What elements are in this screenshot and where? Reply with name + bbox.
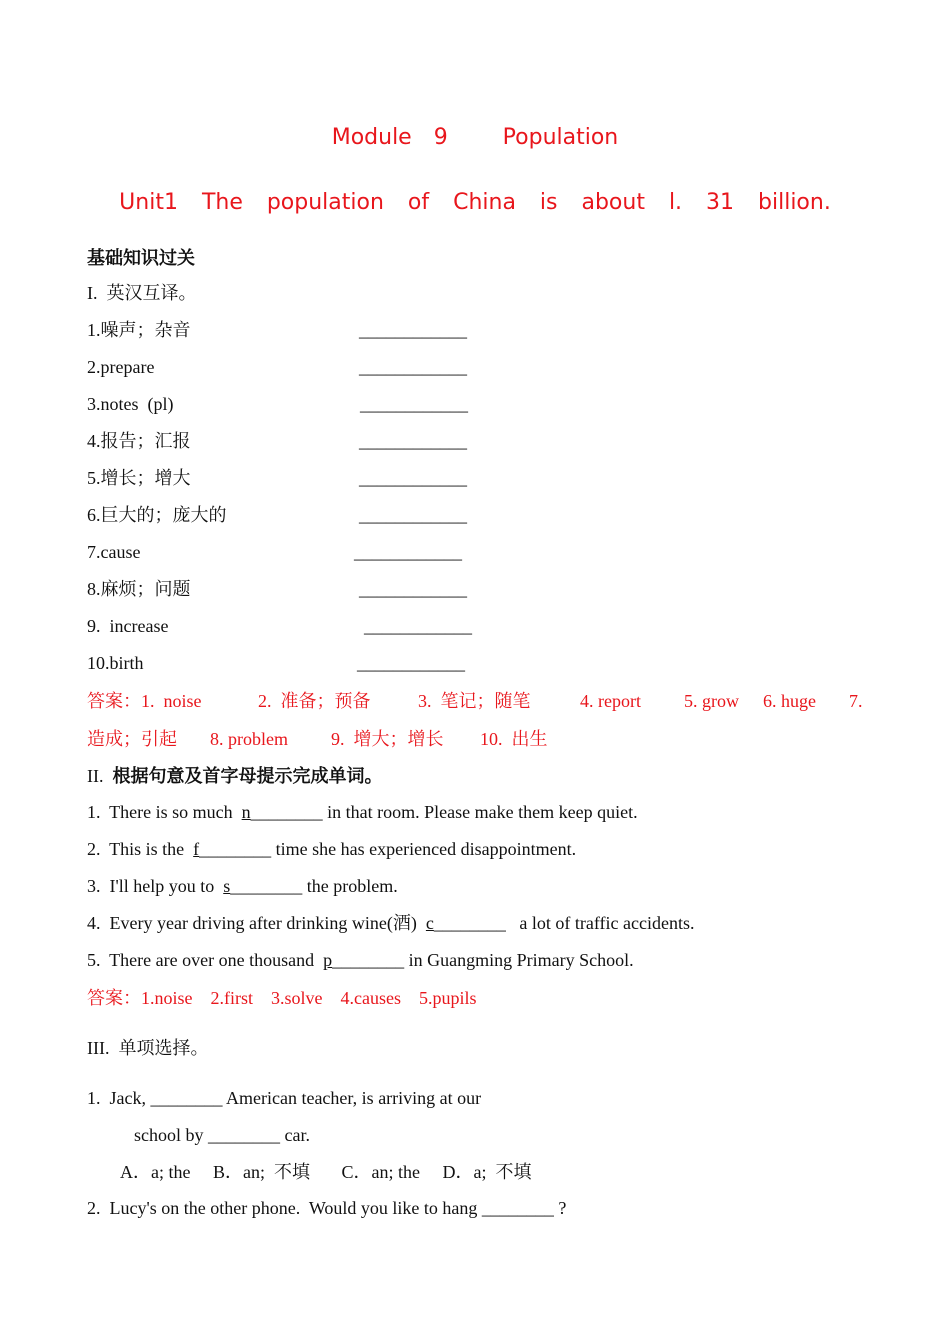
module-title: Module 9 Population	[331, 125, 619, 150]
part1-item-2: 2.prepare	[87, 357, 155, 377]
answer-blank-4: ____________	[359, 431, 467, 451]
answer-blank-7: ____________	[354, 542, 462, 562]
part2-item-4: 4. Every year driving after drinking wine(酒) c________ a lot of traffic accidents.	[87, 913, 695, 933]
part3-heading: III. 单项选择。	[87, 1038, 209, 1058]
part1-answer-f: 6. huge	[763, 691, 816, 711]
part1-answer-h: 造成；引起	[87, 729, 177, 749]
part1-answer-e: 5. grow	[684, 691, 739, 711]
part2-item-5: 5. There are over one thousand p________ in Guangming Primary School.	[87, 950, 634, 970]
part3-q1-line1: 1. Jack, ________ American teacher, is arriving at our	[87, 1088, 482, 1108]
part3-q1-options: A．a; the B．an; 不填 C．an; the D．a; 不填	[120, 1162, 532, 1182]
hint-letter: f	[193, 839, 200, 859]
part2-answer: 答案：1.noise 2.first 3.solve 4.causes 5.pupils	[87, 988, 477, 1008]
part1-heading: I. 英汉互译。	[87, 283, 197, 303]
part1-answer-i: 8. problem	[210, 729, 288, 749]
answer-blank-1: ____________	[359, 320, 467, 340]
hint-letter: p	[323, 950, 333, 970]
part2-item-1: 1. There is so much n________ in that room. Please make them keep quiet.	[87, 802, 638, 822]
part1-answer-d: 4. report	[580, 691, 641, 711]
part1-answer-a: 答案：1. noise	[87, 691, 202, 711]
part3-q2: 2. Lucy's on the other phone. Would you like to hang ________ ?	[87, 1198, 567, 1218]
part2-heading-text: 根据句意及首字母提示完成单词。	[112, 766, 383, 786]
answer-blank-5: ____________	[359, 468, 467, 488]
part1-answer-c: 3. 笔记；随笔	[418, 691, 531, 711]
answer-blank-3: ____________	[360, 394, 468, 414]
part3-q1-line2: school by ________ car.	[134, 1125, 310, 1145]
part1-item-1: 1.噪声；杂音	[87, 320, 191, 340]
unit-title: Unit1 The population of China is about l. 31 billion.	[119, 190, 831, 215]
part2-heading	[87, 765, 383, 787]
part1-item-4: 4.报告；汇报	[87, 431, 191, 451]
hint-letter: c	[425, 913, 434, 933]
part2-item-2: 2. This is the f________ time she has experienced disappointment.	[87, 839, 577, 859]
part1-answer-k: 10. 出生	[480, 729, 548, 749]
answer-blank-6: ____________	[359, 505, 467, 525]
part1-answer-g: 7.	[849, 691, 863, 711]
hint-letter: s	[223, 876, 231, 896]
answer-blank-10: ____________	[357, 653, 465, 673]
part1-item-7: 7.cause	[87, 542, 141, 562]
part1-item-6: 6.巨大的；庞大的	[87, 505, 227, 525]
part1-answer-b: 2. 准备；预备	[258, 691, 371, 711]
part1-item-10: 10.birth	[87, 653, 144, 673]
part1-item-9: 9. increase	[87, 616, 169, 636]
section-heading: 基础知识过关	[87, 248, 195, 268]
hint-letter: n	[241, 802, 251, 822]
answer-blank-9: ____________	[364, 616, 472, 636]
part2-heading-number: II.	[87, 766, 104, 786]
part1-item-5: 5.增长；增大	[87, 468, 191, 488]
part1-answer-j: 9. 增大；增长	[331, 729, 444, 749]
answer-blank-2: ____________	[359, 357, 467, 377]
part2-item-3: 3. I'll help you to s________ the problem.	[87, 876, 398, 896]
answer-blank-8: ____________	[359, 579, 467, 599]
part1-item-3: 3.notes (pl)	[87, 394, 174, 414]
part1-item-8: 8.麻烦；问题	[87, 579, 191, 599]
